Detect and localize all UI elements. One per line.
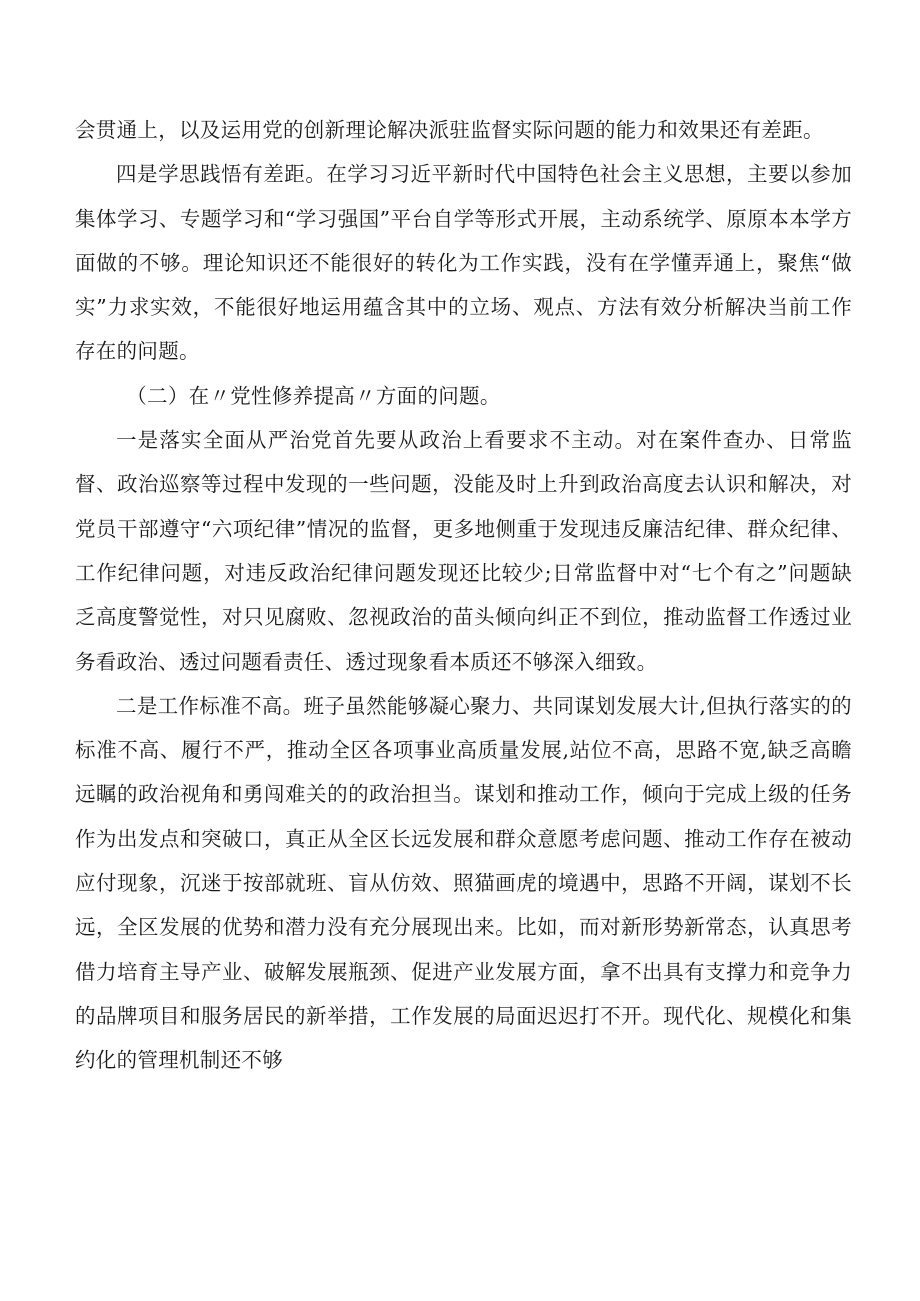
paragraph-political-oversight: 一是落实全面从严治党首先要从政治上看要求不主动。对在案件查办、日常监督、政治巡察等过程中发现的一些问题，没能及时上升到政治高度去认识和解决，对党员干部遵守“六项纪律”情况的监督，更多地侧重于发现违反廉洁纪律、群众纪律、工作纪律问题，对违反政治纪律问题发现还比较少;日常监督中对“七个有之”问题缺乏高度警觉性，对只见腐败、忽视政治的苗头倾向纠正不到位，推动监督工作透过业务看政治、透过问题看责任、透过现象看本质还不够深入细致。 bbox=[75, 428, 852, 674]
paragraph-study-gap: 四是学思践悟有差距。在学习习近平新时代中国特色社会主义思想，主要以参加集体学习、专题学习和“学习强国”平台自学等形式开展，主动系统学、原原本本学方面做的不够。理论知识还不能很好的转化为工作实践，没有在学懂弄通上，聚焦“做实”力求实效，不能很好地运用蕴含其中的立场、观点、方法有效分析解决当前工作存在的问题。 bbox=[75, 162, 852, 364]
paragraph-work-standards: 二是工作标准不高。班子虽然能够凝心聚力、共同谋划发展大计,但执行落实的的标准不高、履行不严，推动全区各项事业高质量发展,站位不高，思路不宽,缺乏高瞻远瞩的政治视角和勇闯难关的的政治担当。谋划和推动工作，倾向于完成上级的任务作为出发点和突破口，真正从全区长远发展和群众意愿考虑问题、推动工作存在被动应付现象，沉迷于按部就班、盲从仿效、照猫画虎的境遇中，思路不开阔，谋划不长远，全区发展的优势和潜力没有充分展现出来。比如，而对新形势新常态，认真思考借力培育主导产业、破解发展瓶颈、促进产业发展方面，拿不出具有支撑力和竞争力的品牌项目和服务居民的新举措，工作发展的局面迟迟打不开。现代化、规模化和集约化的管理机制还不够 bbox=[75, 693, 852, 1073]
section-heading-party-spirit: （二）在〃党性修养提高〃方面的问题。 bbox=[126, 383, 501, 408]
paragraph-continuation: 会贯通上，以及运用党的创新理论解决派驻监督实际问题的能力和效果还有差距。 bbox=[75, 118, 824, 142]
